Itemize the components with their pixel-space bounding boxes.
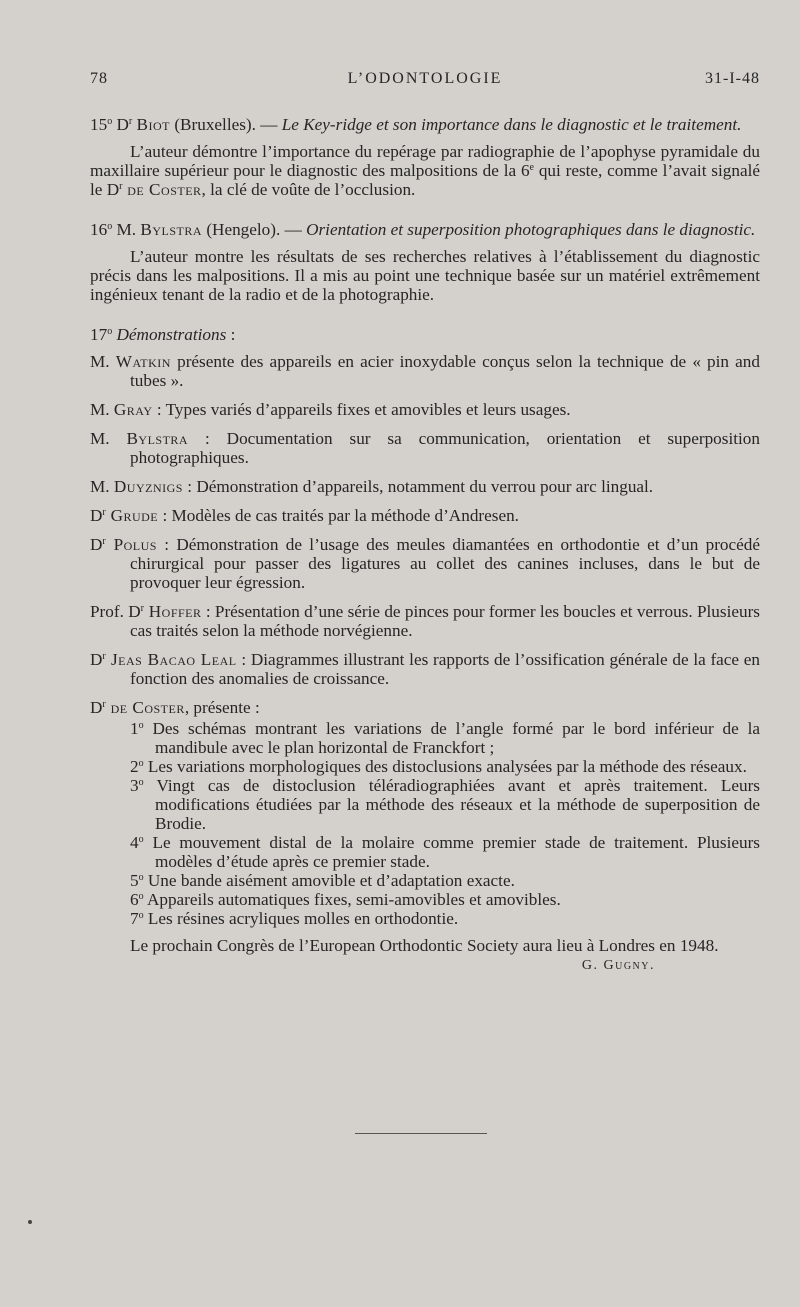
issue-date: 31-I-48: [705, 70, 760, 87]
numbered-item: 3$^o$ Vingt cas de distoclusion téléradiographiées avant et après traitement. Leurs modifications étudiées par la méthode des réseaux et la méthode de superposition de Brodie.: [130, 776, 760, 833]
numbered-item: 2$^o$ Les variations morphologiques des distoclusions analysées par la méthode des réseaux.: [130, 757, 747, 776]
demonstration-entry: M. Duyznigs : Démonstration d’appareils, notamment du verrou pour arc lingual.: [90, 477, 654, 496]
demonstration-entry: M. Watkin présente des appareils en acier inoxydable conçus selon la technique de « pin and tubes ».: [90, 352, 760, 390]
summary-16: L’auteur montre les résultats de ses recherches relatives à l’établissement du diagnostic précis dans les malpositions. Il a mis au point une technique basée sur un matériel extrêmement ingénieux tenant de la radio et de la photographie.: [90, 247, 760, 304]
demonstration-entry: $D^r$ Jeas Bacao Leal : Diagrammes illustrant les rapports de l’ossification générale de la face en fonction des anomalies de croissance.: [90, 650, 760, 688]
talk-title: Orientation et superposition photographiques dans le diagnostic.: [306, 220, 756, 239]
numbered-item: 7$^o$ Les résines acryliques molles en orthodontie.: [130, 909, 459, 928]
demonstration-entry: Prof. $D^r$ Hoffer : Présentation d’une série de pinces pour former les boucles et verrous. Plusieurs cas traités selon la méthode norvégienne.: [90, 602, 760, 640]
demonstration-entry: $D^r$ Polus : Démonstration de l’usage des meules diamantées en orthodontie et d’un procédé chirurgical pour passer des ligatures au collet des canines incluses, dans le but de provoquer leur égression.: [90, 535, 760, 592]
talk-title: Le Key-ridge et son importance dans le diagnostic et le traitement.: [281, 115, 742, 134]
article-body: [90, 115, 760, 975]
presenter-name: Duyznigs: [113, 477, 183, 496]
item-16: 16$^o$ M. Bylstra (Hengelo). — Orientation et superposition photographiques dans le diagnostic.: [90, 220, 756, 239]
journal-title: L’ODONTOLOGIE: [347, 70, 503, 87]
numbered-item: 5$^o$ Une bande aisément amovible et d’adaptation exacte.: [130, 871, 515, 890]
demonstrations-list: [90, 352, 760, 719]
demonstration-entry: $D^r$ Grude : Modèles de cas traités par la méthode d’Andresen.: [90, 506, 519, 525]
presenter-name: Jeas Bacao Leal: [105, 650, 237, 669]
presenter-name: Gray: [113, 400, 153, 419]
demonstration-entry: $D^r$ de Coster, présente :: [90, 698, 260, 717]
closing-note: Le prochain Congrès de l’European Orthodontic Society aura lieu à Londres en 1948.: [130, 936, 719, 955]
scan-speck: [28, 1220, 32, 1224]
presenter-name: Watkin: [115, 352, 171, 371]
summary-15: L’auteur démontre l’importance du repérage par radiographie de l’apophyse pyramidale du maxillaire supérieur pour le diagnostic des malpositions de la 6e qui reste, comme l’avait signalé le $D^r$ de Coster, la clé de voûte de l’occlusion.: [90, 142, 760, 199]
presenter-name: Bylstra: [126, 429, 189, 448]
numbered-item: 4$^o$ Le mouvement distal de la molaire comme premier stade de traitement. Plusieurs modèles d’étude après ce premier stade.: [130, 833, 760, 871]
demonstration-entry: M. Gray : Types variés d’appareils fixes et amovibles et leurs usages.: [90, 400, 571, 419]
demonstration-entry: M. Bylstra : Documentation sur sa communication, orientation et superposition photographiques.: [90, 429, 760, 467]
de-coster-list: [90, 719, 760, 928]
presenter-name: de Coster: [105, 698, 185, 717]
presenter-name: Grude: [105, 506, 159, 525]
numbered-item: 6$^o$ Appareils automatiques fixes, semi-amovibles et amovibles.: [130, 890, 561, 909]
numbered-item: 1$^o$ Des schémas montrant les variations de l’angle formé par le bord inférieur de la mandibule avec le plan horizontal de Franckfort ;: [130, 719, 760, 757]
presenter-name: Polus: [105, 535, 157, 554]
running-header: [90, 70, 760, 94]
author-signature: G. Gugny.: [581, 958, 655, 973]
item-15: 15$^o$ $D^r$ Biot (Bruxelles). — Le Key-ridge et son importance dans le diagnostic et le traitement.: [90, 115, 742, 134]
presenter-name: Hoffer: [143, 602, 202, 621]
item-17: 17$^o$ Démonstrations :: [90, 325, 236, 344]
end-rule: [355, 1133, 487, 1134]
page-number: 78: [90, 70, 108, 87]
